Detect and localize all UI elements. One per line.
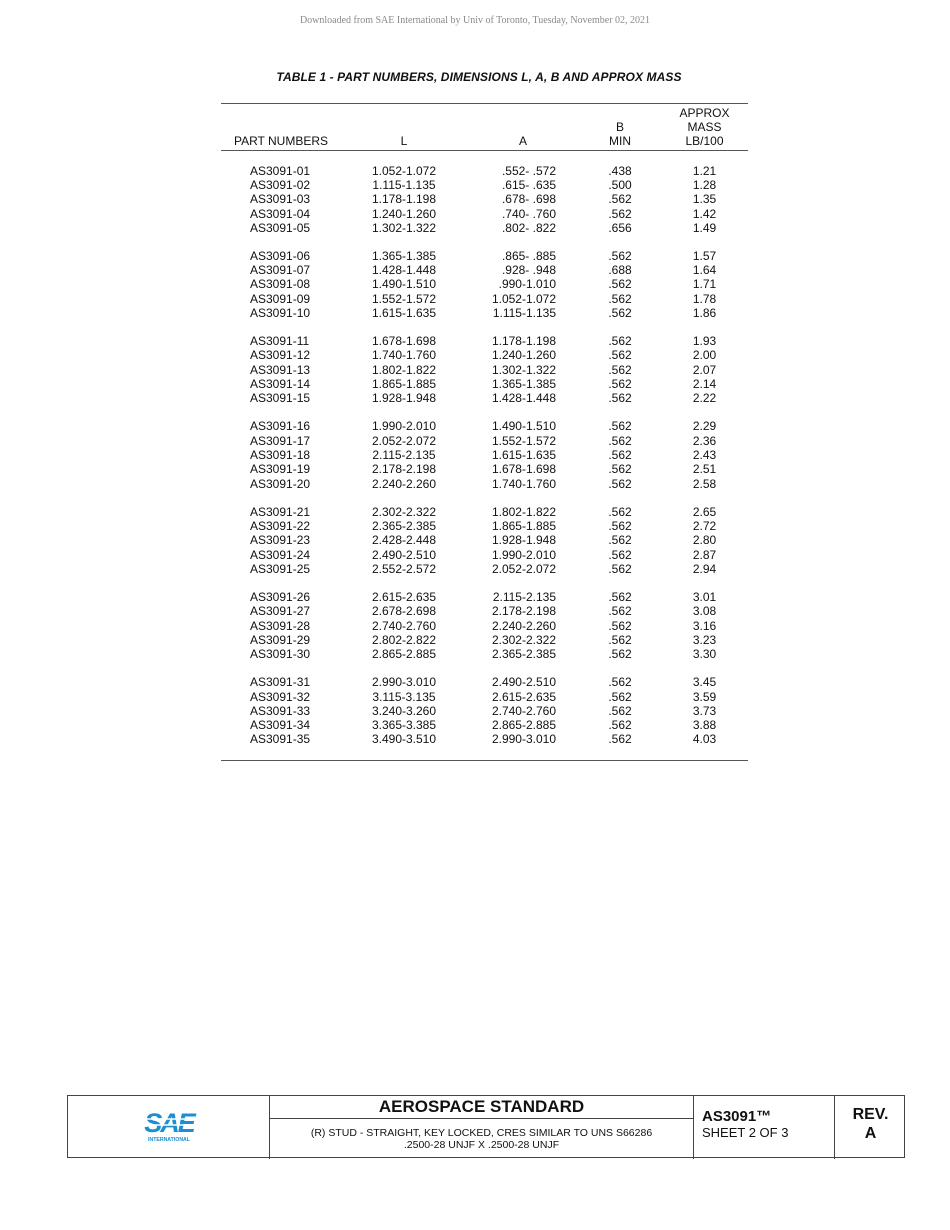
part-number-cell: AS3091-30 xyxy=(250,647,311,662)
revision-label: REV. xyxy=(852,1106,889,1123)
b-min-cell: .562 xyxy=(608,604,632,619)
l-cell: 2.428-2.448 xyxy=(371,533,437,548)
a-cell: 1.240-1.260 xyxy=(491,348,556,363)
l-cell: 2.865-2.885 xyxy=(371,647,437,662)
a-cell: 2.302-2.322 xyxy=(491,632,556,647)
mass-cell: 3.59 xyxy=(692,689,717,704)
part-description xyxy=(270,1119,693,1151)
a-cell: 1.928-1.948 xyxy=(491,533,556,548)
a-cell: 1.740-1.760 xyxy=(491,476,556,491)
header-a: A xyxy=(518,134,527,149)
l-cell: 1.740-1.760 xyxy=(371,348,437,363)
b-min-cell: .562 xyxy=(608,732,632,747)
b-min-cell: .562 xyxy=(608,675,632,690)
table-row xyxy=(221,562,748,576)
b-min-cell: .562 xyxy=(608,306,632,321)
part-number-cell: AS3091-12 xyxy=(250,348,311,363)
a-cell: 1.115-1.135 xyxy=(492,306,556,321)
a-cell: 2.865-2.885 xyxy=(491,718,556,733)
table-row xyxy=(221,675,748,689)
table-row xyxy=(221,419,748,433)
part-number-cell: AS3091-02 xyxy=(250,177,311,192)
a-cell: 2.490-2.510 xyxy=(491,675,556,690)
table-title: TABLE 1 - PART NUMBERS, DIMENSIONS L, A, B AND APPROX MASS xyxy=(276,70,682,84)
b-min-cell: .656 xyxy=(608,220,632,235)
table-row xyxy=(221,533,748,547)
a-cell: 2.365-2.385 xyxy=(491,647,556,662)
b-min-cell: .562 xyxy=(608,433,632,448)
a-cell: 2.052-2.072 xyxy=(491,561,556,576)
mass-cell: 2.36 xyxy=(692,433,717,448)
mass-cell: 2.87 xyxy=(692,547,717,562)
header-l: L xyxy=(400,134,408,149)
b-min-cell: .562 xyxy=(608,362,632,377)
part-number-cell: AS3091-31 xyxy=(250,675,311,690)
part-number-cell: AS3091-19 xyxy=(250,462,311,477)
revision-value: A xyxy=(864,1125,877,1142)
mass-cell: 1.21 xyxy=(692,163,717,178)
mass-cell: 1.71 xyxy=(692,277,717,292)
b-min-cell: .562 xyxy=(608,561,632,576)
part-number-cell: AS3091-34 xyxy=(250,718,311,733)
a-cell: 1.428-1.448 xyxy=(491,391,556,406)
l-cell: 1.678-1.698 xyxy=(371,334,437,349)
b-min-cell: .562 xyxy=(608,192,632,207)
a-cell: 2.740-2.760 xyxy=(491,703,556,718)
mass-cell: 1.28 xyxy=(692,177,717,192)
part-number-cell: AS3091-21 xyxy=(250,504,311,519)
b-min-cell: .562 xyxy=(608,248,632,263)
table-row xyxy=(221,718,748,732)
part-number-cell: AS3091-10 xyxy=(250,306,311,321)
b-min-cell: .562 xyxy=(608,377,632,392)
a-cell: 1.490-1.510 xyxy=(491,419,556,434)
description-line-2: .2500-28 UNJF X .2500-28 UNJF xyxy=(403,1139,560,1151)
part-number-cell: AS3091-05 xyxy=(250,220,311,235)
table-bottom-rule xyxy=(221,760,748,761)
l-cell: 1.428-1.448 xyxy=(371,263,437,278)
download-watermark: Downloaded from SAE International by Univ of Toronto, Tuesday, November 02, 2021 xyxy=(299,15,651,26)
mass-cell: 3.23 xyxy=(692,632,717,647)
part-number-cell: AS3091-28 xyxy=(250,618,311,633)
table-body xyxy=(221,151,748,761)
table-row xyxy=(221,732,748,746)
table-row xyxy=(221,178,748,192)
a-cell: 2.178-2.198 xyxy=(491,604,556,619)
part-number-cell: AS3091-07 xyxy=(250,263,311,278)
mass-cell: 2.43 xyxy=(692,448,717,463)
header-approx-mass: APPROX MASS LB/100 xyxy=(679,106,730,149)
part-number-cell: AS3091-18 xyxy=(250,448,311,463)
table-row xyxy=(221,690,748,704)
part-number-cell: AS3091-14 xyxy=(250,377,311,392)
l-cell: 1.802-1.822 xyxy=(371,362,437,377)
a-cell: 1.365-1.385 xyxy=(491,377,556,392)
b-min-cell: .562 xyxy=(608,391,632,406)
l-cell: 3.115-3.135 xyxy=(372,689,436,704)
l-cell: 3.490-3.510 xyxy=(371,732,437,747)
table-row xyxy=(221,363,748,377)
b-min-cell: .562 xyxy=(608,632,632,647)
logo-cell xyxy=(68,1096,270,1159)
svg-text:INTERNATIONAL: INTERNATIONAL xyxy=(148,1137,190,1143)
l-cell: 2.115-2.135 xyxy=(372,448,436,463)
table-row xyxy=(221,704,748,718)
l-cell: 1.615-1.635 xyxy=(371,306,437,321)
mass-cell: 1.64 xyxy=(692,263,717,278)
l-cell: 2.490-2.510 xyxy=(371,547,437,562)
l-cell: 1.552-1.572 xyxy=(371,291,437,306)
table-row xyxy=(221,277,748,291)
b-min-cell: .562 xyxy=(608,334,632,349)
table-row xyxy=(221,192,748,206)
group-spacer xyxy=(221,576,748,590)
a-cell: 1.302-1.322 xyxy=(491,362,556,377)
table-row xyxy=(221,249,748,263)
a-cell: 1.552-1.572 xyxy=(491,433,556,448)
part-number-cell: AS3091-26 xyxy=(250,590,311,605)
part-number-cell: AS3091-23 xyxy=(250,533,311,548)
mass-cell: 1.49 xyxy=(692,220,717,235)
l-cell: 1.302-1.322 xyxy=(371,220,437,235)
table-row xyxy=(221,505,748,519)
part-numbers-table-container xyxy=(221,103,748,761)
part-number-cell: AS3091-25 xyxy=(250,561,311,576)
a-cell: .615- .635 xyxy=(501,177,556,192)
l-cell: 1.365-1.385 xyxy=(371,248,437,263)
table-row xyxy=(221,348,748,362)
a-cell: .552- .572 xyxy=(501,163,556,178)
mass-cell: 2.58 xyxy=(692,476,717,491)
b-min-cell: .562 xyxy=(608,533,632,548)
l-cell: 2.740-2.760 xyxy=(371,618,437,633)
l-cell: 2.802-2.822 xyxy=(371,632,437,647)
b-min-cell: .500 xyxy=(608,177,632,192)
table-row xyxy=(221,292,748,306)
a-cell: 1.678-1.698 xyxy=(491,462,556,477)
b-min-cell: .562 xyxy=(608,206,632,221)
part-number-cell: AS3091-01 xyxy=(250,163,311,178)
mass-cell: 3.88 xyxy=(692,718,717,733)
a-cell: 2.990-3.010 xyxy=(491,732,556,747)
table-row xyxy=(221,519,748,533)
a-cell: 2.115-2.135 xyxy=(492,590,556,605)
l-cell: 1.115-1.135 xyxy=(372,177,436,192)
part-number-cell: AS3091-09 xyxy=(250,291,311,306)
mass-cell: 2.14 xyxy=(692,377,717,392)
mass-cell: 1.78 xyxy=(692,291,717,306)
group-spacer xyxy=(221,235,748,249)
mass-cell: 1.42 xyxy=(692,206,717,221)
l-cell: 1.990-2.010 xyxy=(371,419,437,434)
b-min-cell: .562 xyxy=(608,504,632,519)
b-min-cell: .562 xyxy=(608,647,632,662)
table-row xyxy=(221,306,748,320)
group-spacer xyxy=(221,320,748,334)
standard-title: AEROSPACE STANDARD xyxy=(270,1096,693,1119)
b-min-cell: .562 xyxy=(608,618,632,633)
part-number-cell: AS3091-24 xyxy=(250,547,311,562)
mass-cell: 2.65 xyxy=(692,504,717,519)
part-number-cell: AS3091-08 xyxy=(250,277,311,292)
l-cell: 3.365-3.385 xyxy=(371,718,437,733)
a-cell: 1.802-1.822 xyxy=(491,504,556,519)
table-row xyxy=(221,448,748,462)
a-cell: 1.178-1.198 xyxy=(491,334,556,349)
table-row xyxy=(221,391,748,405)
l-cell: 2.365-2.385 xyxy=(371,519,437,534)
l-cell: 2.178-2.198 xyxy=(371,462,437,477)
a-cell: 1.615-1.635 xyxy=(491,448,556,463)
b-min-cell: .562 xyxy=(608,689,632,704)
part-number-cell: AS3091-11 xyxy=(250,334,310,349)
mass-cell: 2.72 xyxy=(692,519,717,534)
part-number-cell: AS3091-33 xyxy=(250,703,311,718)
header-b-min: B MIN xyxy=(609,120,631,149)
mass-cell: 1.93 xyxy=(692,334,717,349)
table-header-row xyxy=(221,104,748,150)
b-min-cell: .562 xyxy=(608,291,632,306)
b-min-cell: .438 xyxy=(608,163,632,178)
mass-cell: 3.73 xyxy=(692,703,717,718)
b-min-cell: .562 xyxy=(608,462,632,477)
table-row xyxy=(221,633,748,647)
l-cell: 1.052-1.072 xyxy=(371,163,437,178)
table-row xyxy=(221,604,748,618)
mass-cell: 2.94 xyxy=(692,561,717,576)
mass-cell: 3.16 xyxy=(692,618,717,633)
part-number-cell: AS3091-15 xyxy=(250,391,311,406)
b-min-cell: .562 xyxy=(608,419,632,434)
mass-cell: 2.07 xyxy=(692,362,717,377)
a-cell: .678- .698 xyxy=(501,192,556,207)
mass-cell: 3.45 xyxy=(692,675,717,690)
group-spacer xyxy=(221,151,748,164)
table-row xyxy=(221,477,748,491)
header-part-numbers: PART NUMBERS xyxy=(233,134,329,149)
table-row xyxy=(221,590,748,604)
mass-cell: 4.03 xyxy=(692,732,717,747)
table-row xyxy=(221,548,748,562)
part-number-cell: AS3091-27 xyxy=(250,604,311,619)
a-cell: .928- .948 xyxy=(501,263,556,278)
l-cell: 2.302-2.322 xyxy=(371,504,437,519)
a-cell: 1.865-1.885 xyxy=(491,519,556,534)
mass-cell: 2.51 xyxy=(692,462,717,477)
mass-cell: 1.86 xyxy=(692,306,717,321)
mass-cell: 2.29 xyxy=(692,419,717,434)
group-spacer xyxy=(221,747,748,761)
description-line-1: (R) STUD - STRAIGHT, KEY LOCKED, CRES SIMILAR TO UNS S66286 xyxy=(310,1127,653,1139)
part-number-cell: AS3091-03 xyxy=(250,192,311,207)
mass-cell: 3.08 xyxy=(692,604,717,619)
mass-cell: 3.01 xyxy=(692,590,717,605)
l-cell: 3.240-3.260 xyxy=(371,703,437,718)
b-min-cell: .562 xyxy=(608,703,632,718)
table-row xyxy=(221,207,748,221)
part-number-cell: AS3091-20 xyxy=(250,476,311,491)
sheet-number: SHEET 2 OF 3 xyxy=(702,1125,789,1140)
mass-cell: 3.30 xyxy=(692,647,717,662)
a-cell: .740- .760 xyxy=(501,206,556,221)
part-number-cell: AS3091-16 xyxy=(250,419,311,434)
b-min-cell: .562 xyxy=(608,348,632,363)
title-block xyxy=(67,1095,905,1158)
part-number-cell: AS3091-32 xyxy=(250,689,311,704)
mass-cell: 2.22 xyxy=(692,391,717,406)
table-row xyxy=(221,164,748,178)
part-number-cell: AS3091-22 xyxy=(250,519,311,534)
document-number: AS3091™ xyxy=(702,1108,772,1125)
l-cell: 2.615-2.635 xyxy=(371,590,437,605)
a-cell: .990-1.010 xyxy=(498,277,556,292)
b-min-cell: .562 xyxy=(608,448,632,463)
a-cell: 2.615-2.635 xyxy=(491,689,556,704)
table-row xyxy=(221,647,748,661)
a-cell: 2.240-2.260 xyxy=(491,618,556,633)
group-spacer xyxy=(221,406,748,420)
l-cell: 1.240-1.260 xyxy=(371,206,437,221)
part-numbers-table xyxy=(221,104,748,761)
standard-title-cell xyxy=(270,1096,694,1159)
l-cell: 2.678-2.698 xyxy=(371,604,437,619)
table-row xyxy=(221,263,748,277)
sae-logo-icon xyxy=(140,1108,198,1144)
b-min-cell: .562 xyxy=(608,547,632,562)
table-row xyxy=(221,221,748,235)
part-number-cell: AS3091-29 xyxy=(250,632,311,647)
a-cell: .802- .822 xyxy=(501,220,556,235)
table-row xyxy=(221,462,748,476)
table-row xyxy=(221,619,748,633)
table-row xyxy=(221,377,748,391)
mass-cell: 1.57 xyxy=(692,248,717,263)
group-spacer xyxy=(221,662,748,676)
part-number-cell: AS3091-13 xyxy=(250,362,311,377)
b-min-cell: .562 xyxy=(608,519,632,534)
a-cell: 1.990-2.010 xyxy=(491,547,556,562)
mass-cell: 1.35 xyxy=(692,192,717,207)
l-cell: 1.865-1.885 xyxy=(371,377,437,392)
b-min-cell: .562 xyxy=(608,476,632,491)
l-cell: 2.990-3.010 xyxy=(371,675,437,690)
mass-cell: 2.80 xyxy=(692,533,717,548)
table-row xyxy=(221,334,748,348)
part-number-cell: AS3091-35 xyxy=(250,732,311,747)
l-cell: 1.490-1.510 xyxy=(371,277,437,292)
revision-cell xyxy=(835,1096,906,1159)
l-cell: 2.240-2.260 xyxy=(371,476,437,491)
part-number-cell: AS3091-04 xyxy=(250,206,311,221)
b-min-cell: .688 xyxy=(608,263,632,278)
a-cell: 1.052-1.072 xyxy=(491,291,556,306)
mass-cell: 2.00 xyxy=(692,348,717,363)
document-number-cell xyxy=(694,1096,835,1159)
b-min-cell: .562 xyxy=(608,277,632,292)
l-cell: 1.178-1.198 xyxy=(371,192,437,207)
l-cell: 2.552-2.572 xyxy=(371,561,437,576)
group-spacer xyxy=(221,491,748,505)
table-row xyxy=(221,434,748,448)
b-min-cell: .562 xyxy=(608,590,632,605)
a-cell: .865- .885 xyxy=(501,248,556,263)
part-number-cell: AS3091-17 xyxy=(250,433,311,448)
b-min-cell: .562 xyxy=(608,718,632,733)
l-cell: 1.928-1.948 xyxy=(371,391,437,406)
l-cell: 2.052-2.072 xyxy=(371,433,437,448)
svg-text:SAE: SAE xyxy=(144,1108,194,1138)
part-number-cell: AS3091-06 xyxy=(250,248,311,263)
